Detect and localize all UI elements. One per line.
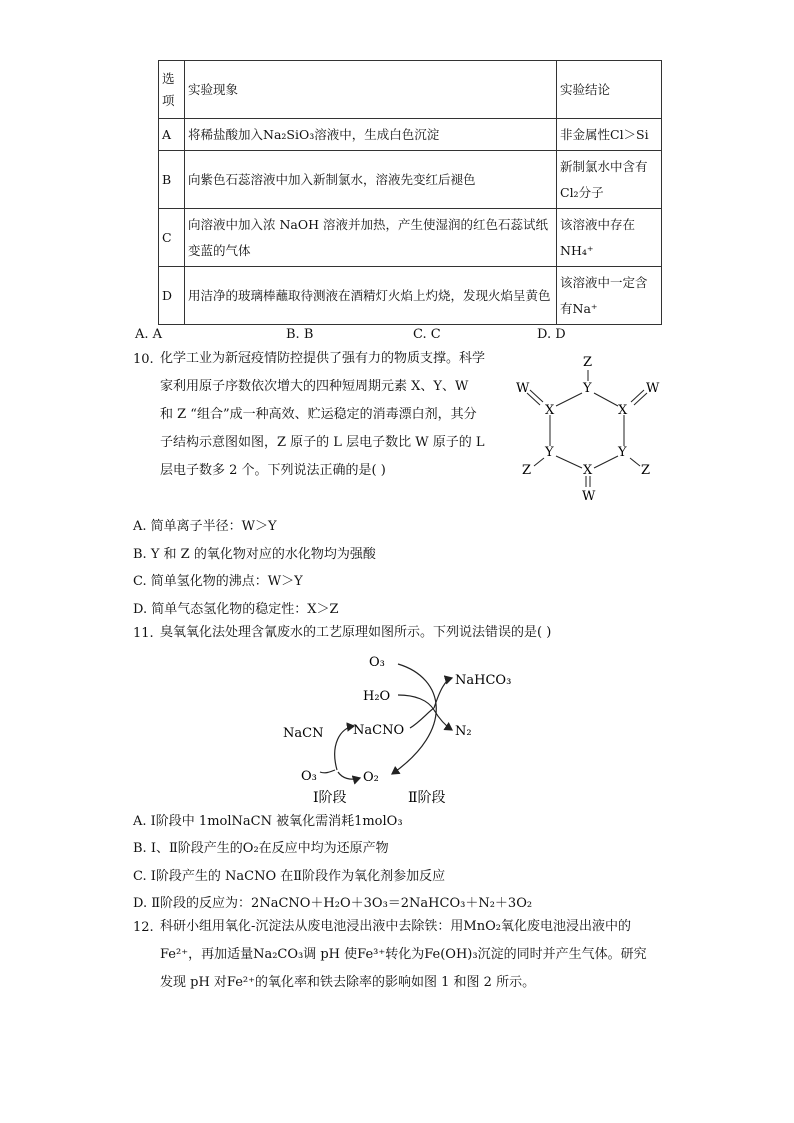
q12-stem — [160, 913, 680, 997]
experiment-table — [158, 60, 662, 325]
row-phenomenon: 向溶液中加入浓 NaOH 溶液并加热，产生使湿润的红色石蕊试纸变蓝的气体 — [185, 209, 557, 267]
q10-number: 10. — [133, 352, 154, 367]
header-conclusion: 实验结论 — [557, 61, 662, 119]
label-h2o: H₂O — [363, 689, 391, 704]
row-option: A — [159, 119, 185, 151]
label-stage-2: Ⅱ阶段 — [408, 790, 446, 806]
q11-number: 11. — [133, 626, 154, 641]
atom-x-bottom: X — [583, 463, 593, 478]
label-n2: N₂ — [455, 724, 472, 739]
q10-option-a[interactable]: A. 简单离子半径：W＞Y — [133, 519, 277, 534]
q12-stem-line: 科研小组用氧化-沉淀法从废电池浸出液中去除铁：用MnO₂氧化废电池浸出液中的 — [160, 919, 631, 934]
q10-stem-line: 层电子数多 2 个。下列说法正确的是( ) — [160, 463, 386, 478]
atom-y-top: Y — [583, 381, 592, 396]
q11-option-b[interactable]: B. Ⅰ、Ⅱ阶段产生的O₂在反应中均为还原产物 — [133, 841, 389, 856]
atom-z-right: Z — [641, 463, 651, 478]
atom-w-right: W — [646, 381, 660, 396]
header-option: 选 项 — [159, 61, 185, 119]
q11-option-d[interactable]: D. Ⅱ阶段的反应为：2NaCNO＋H₂O＋3O₃＝2NaHCO₃＋N₂＋3O₂ — [133, 896, 533, 911]
atom-x-left: X — [545, 403, 555, 418]
row-conclusion: 非金属性Cl＞Si — [557, 119, 662, 151]
atom-x-right: X — [618, 403, 628, 418]
q10-stem-line: 子结构示意图如图，Z 原子的 L 层电子数比 W 原子的 L — [160, 435, 485, 450]
q12-number: 12. — [133, 920, 154, 935]
label-o2: O₂ — [363, 770, 379, 785]
table-row — [159, 151, 662, 209]
q11-option-a[interactable]: A. Ⅰ阶段中 1molNaCN 被氧化需消耗1molO₃ — [133, 814, 403, 829]
ozone-process-diagram — [280, 650, 530, 810]
q12-stem-line: Fe²⁺，再加适量Na₂CO₃调 pH 使Fe³⁺转化为Fe(OH)₃沉淀的同时并产生气体。研究 — [160, 947, 647, 962]
label-stage-1: Ⅰ阶段 — [313, 790, 347, 806]
label-nacno: NaCNO — [353, 723, 405, 738]
table-row — [159, 267, 662, 325]
row-conclusion: 该溶液中一定含有Na⁺ — [557, 267, 662, 325]
row-conclusion: 该溶液中存在NH₄⁺ — [557, 209, 662, 267]
row-option: B — [159, 151, 185, 209]
q11-stem: 臭氧氧化法处理含氰废水的工艺原理如图所示。下列说法错误的是( ) — [160, 625, 552, 640]
row-conclusion: 新制氯水中含有Cl₂分子 — [557, 151, 662, 209]
row-phenomenon: 用洁净的玻璃棒蘸取待测液在酒精灯火焰上灼烧，发现火焰呈黄色 — [185, 267, 557, 325]
q10-stem-line: 家利用原子序数依次增大的四种短周期元素 X、Y、W — [160, 379, 469, 394]
q10-option-c[interactable]: C. 简单氢化物的沸点：W＞Y — [133, 574, 303, 589]
q10-stem — [160, 345, 510, 485]
q10-option-b[interactable]: B. Y 和 Z 的氧化物对应的水化物均为强酸 — [133, 547, 376, 562]
row-option: D — [159, 267, 185, 325]
q9-option-b[interactable]: B. B — [286, 327, 314, 342]
label-o3-top: O₃ — [369, 655, 385, 670]
row-phenomenon: 向紫色石蕊溶液中加入新制氯水，溶液先变红后褪色 — [185, 151, 557, 209]
label-nacn: NaCN — [283, 726, 324, 741]
label-nahco3: NaHCO₃ — [455, 673, 512, 688]
label-o3-bottom: O₃ — [301, 769, 317, 784]
q9-option-d[interactable]: D. D — [537, 327, 566, 342]
q10-stem-line: 和 Z “组合”成一种高效、贮运稳定的消毒漂白剂，其分 — [160, 407, 477, 422]
q11-option-c[interactable]: C. Ⅰ阶段产生的 NaCNO 在Ⅱ阶段作为氧化剂参加反应 — [133, 869, 446, 884]
table-header-row — [159, 61, 662, 119]
atom-z-top: Z — [583, 355, 593, 370]
q10-stem-line: 化学工业为新冠疫情防控提供了强有力的物质支撑。科学 — [160, 351, 486, 366]
q9-option-a[interactable]: A. A — [135, 327, 163, 342]
atom-w-bottom: W — [582, 489, 596, 504]
atom-y-left: Y — [545, 445, 554, 460]
atom-w-left: W — [516, 381, 530, 396]
atom-z-left: Z — [522, 463, 532, 478]
stage2-main-arrow — [392, 664, 436, 774]
row-option: C — [159, 209, 185, 267]
molecule-structure-diagram — [510, 350, 670, 505]
q12-stem-line: 发现 pH 对Fe²⁺的氧化率和铁去除率的影响如图 1 和图 2 所示。 — [160, 975, 536, 990]
row-phenomenon: 将稀盐酸加入Na₂SiO₃溶液中，生成白色沉淀 — [185, 119, 557, 151]
table-row — [159, 209, 662, 267]
q10-option-d[interactable]: D. 简单气态氢化物的稳定性：X＞Z — [133, 602, 339, 617]
atom-y-right: Y — [618, 445, 627, 460]
q9-option-c[interactable]: C. C — [413, 327, 441, 342]
table-row — [159, 119, 662, 151]
header-phenomenon: 实验现象 — [185, 61, 557, 119]
